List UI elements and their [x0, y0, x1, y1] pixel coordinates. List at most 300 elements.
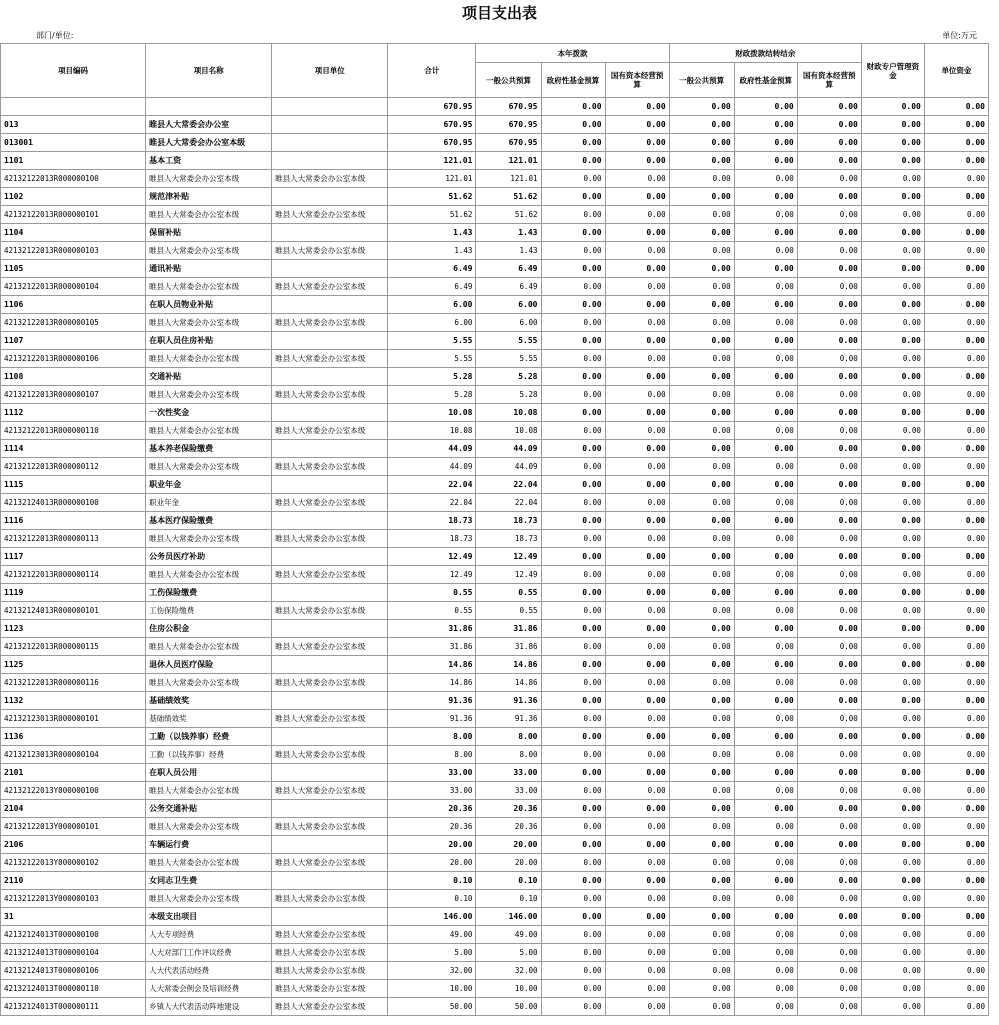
- cell-value: 5.00: [476, 944, 541, 962]
- cell-name: 睢县人大常委会办公室本级: [146, 818, 272, 836]
- cell-value: 0.00: [734, 494, 797, 512]
- cell-value: 0.00: [797, 440, 861, 458]
- cell-value: 0.00: [605, 854, 669, 872]
- cell-unit: 睢县人大常委会办公室本级: [272, 890, 388, 908]
- cell-value: 0.00: [734, 782, 797, 800]
- cell-value: 0.00: [861, 908, 924, 926]
- cell-value: 146.00: [388, 908, 476, 926]
- cell-name: 公务交通补贴: [146, 800, 272, 818]
- cell-value: 0.00: [605, 548, 669, 566]
- cell-value: 51.62: [388, 188, 476, 206]
- cell-value: 0.00: [924, 242, 988, 260]
- cell-value: 0.00: [541, 566, 605, 584]
- cell-value: 0.00: [924, 980, 988, 998]
- cell-value: 12.49: [476, 566, 541, 584]
- cell-value: 0.00: [669, 458, 734, 476]
- cell-name: 睢县人大常委会办公室本级: [146, 530, 272, 548]
- cell-value: 8.00: [388, 728, 476, 746]
- header-special: 财政专户管理资金: [861, 44, 924, 98]
- cell-value: 0.00: [669, 944, 734, 962]
- cell-value: 0.00: [541, 584, 605, 602]
- cell-value: 0.00: [669, 170, 734, 188]
- table-row: [1, 116, 989, 134]
- cell-value: 0.00: [924, 386, 988, 404]
- cell-value: 0.00: [541, 800, 605, 818]
- header-sub-carry-general: 一般公共预算: [669, 63, 734, 98]
- cell-value: 0.00: [605, 620, 669, 638]
- cell-name: 睢县人大常委会办公室本级: [146, 638, 272, 656]
- cell-value: 0.00: [861, 494, 924, 512]
- cell-value: 0.00: [734, 404, 797, 422]
- cell-value: 0.00: [797, 728, 861, 746]
- cell-value: 0.00: [861, 980, 924, 998]
- cell-value: 0.00: [669, 638, 734, 656]
- cell-value: 0.00: [605, 458, 669, 476]
- cell-unit: [272, 98, 388, 116]
- cell-name: 在职人员公用: [146, 764, 272, 782]
- table-row: [1, 908, 989, 926]
- cell-value: 0.00: [669, 260, 734, 278]
- cell-value: 91.36: [388, 710, 476, 728]
- cell-value: 0.00: [861, 458, 924, 476]
- cell-value: 91.36: [476, 692, 541, 710]
- cell-value: 0.00: [797, 890, 861, 908]
- cell-value: 1.43: [476, 242, 541, 260]
- cell-value: 0.00: [924, 350, 988, 368]
- cell-name: 住房公积金: [146, 620, 272, 638]
- header-sub-carry-fund: 政府性基金预算: [734, 63, 797, 98]
- cell-value: 0.00: [605, 188, 669, 206]
- cell-code: 42132122013Y000000100: [1, 782, 146, 800]
- dept-label: 部门/单位:: [36, 31, 74, 40]
- cell-value: 0.00: [605, 980, 669, 998]
- cell-value: 0.00: [541, 530, 605, 548]
- cell-value: 0.00: [734, 656, 797, 674]
- table-row: [1, 98, 989, 116]
- cell-value: 0.00: [541, 656, 605, 674]
- cell-unit: 睢县人大常委会办公室本级: [272, 278, 388, 296]
- cell-value: 0.00: [734, 278, 797, 296]
- cell-value: 0.00: [734, 836, 797, 854]
- cell-value: 0.00: [605, 386, 669, 404]
- cell-value: 0.00: [924, 944, 988, 962]
- cell-unit: [272, 188, 388, 206]
- cell-value: 0.00: [924, 224, 988, 242]
- cell-value: 0.00: [797, 746, 861, 764]
- cell-value: 20.00: [476, 836, 541, 854]
- cell-value: 0.00: [797, 710, 861, 728]
- cell-value: 8.00: [476, 746, 541, 764]
- cell-value: 10.00: [388, 980, 476, 998]
- cell-value: 0.00: [861, 584, 924, 602]
- cell-value: 0.00: [924, 188, 988, 206]
- cell-value: 0.00: [861, 872, 924, 890]
- cell-code: 42132124013T000000100: [1, 926, 146, 944]
- cell-value: 0.00: [861, 422, 924, 440]
- cell-value: 0.00: [797, 368, 861, 386]
- table-row: [1, 746, 989, 764]
- cell-value: 0.00: [861, 332, 924, 350]
- cell-value: 0.00: [669, 710, 734, 728]
- cell-unit: 睢县人大常委会办公室本级: [272, 386, 388, 404]
- cell-value: 0.00: [797, 314, 861, 332]
- cell-value: 0.00: [861, 836, 924, 854]
- table-row: [1, 188, 989, 206]
- cell-value: 0.00: [734, 746, 797, 764]
- cell-value: 0.00: [669, 908, 734, 926]
- cell-value: 0.00: [797, 638, 861, 656]
- table-row: [1, 836, 989, 854]
- cell-value: 0.00: [541, 620, 605, 638]
- cell-unit: [272, 656, 388, 674]
- cell-value: 0.00: [541, 962, 605, 980]
- cell-value: 0.00: [669, 332, 734, 350]
- cell-value: 0.00: [541, 818, 605, 836]
- cell-code: 42132122013R000000105: [1, 314, 146, 332]
- cell-value: 0.00: [669, 674, 734, 692]
- cell-value: 0.00: [924, 998, 988, 1016]
- cell-value: 0.00: [669, 404, 734, 422]
- cell-code: 1101: [1, 152, 146, 170]
- cell-code: 1106: [1, 296, 146, 314]
- cell-value: 0.00: [541, 98, 605, 116]
- cell-value: 0.10: [476, 872, 541, 890]
- cell-value: 51.62: [476, 206, 541, 224]
- cell-value: 0.00: [797, 818, 861, 836]
- cell-value: 0.00: [797, 764, 861, 782]
- table-row: [1, 548, 989, 566]
- cell-name: 乡镇人大代表活动阵地建设: [146, 998, 272, 1016]
- cell-value: 0.00: [605, 530, 669, 548]
- cell-value: 33.00: [388, 764, 476, 782]
- cell-unit: 睢县人大常委会办公室本级: [272, 638, 388, 656]
- cell-value: 10.08: [388, 422, 476, 440]
- cell-value: 0.00: [861, 170, 924, 188]
- table-row: [1, 656, 989, 674]
- cell-code: 2110: [1, 872, 146, 890]
- cell-value: 0.00: [734, 710, 797, 728]
- cell-value: 0.00: [605, 566, 669, 584]
- cell-value: 0.00: [734, 890, 797, 908]
- cell-value: 0.00: [541, 260, 605, 278]
- cell-value: 31.86: [476, 638, 541, 656]
- table-row: [1, 926, 989, 944]
- cell-value: 0.00: [861, 782, 924, 800]
- cell-value: 0.00: [924, 584, 988, 602]
- cell-value: 0.00: [797, 458, 861, 476]
- cell-value: 0.00: [541, 944, 605, 962]
- cell-value: 0.00: [797, 350, 861, 368]
- cell-value: 0.00: [797, 692, 861, 710]
- cell-value: 0.00: [734, 800, 797, 818]
- cell-name: 睢县人大常委会办公室本级: [146, 350, 272, 368]
- cell-value: 20.00: [388, 836, 476, 854]
- cell-name: 睢县人大常委会办公室本级: [146, 422, 272, 440]
- cell-value: 0.00: [924, 476, 988, 494]
- cell-name: 退休人员医疗保险: [146, 656, 272, 674]
- cell-value: 0.00: [541, 296, 605, 314]
- cell-value: 0.00: [797, 386, 861, 404]
- cell-value: 0.00: [861, 548, 924, 566]
- cell-code: 1114: [1, 440, 146, 458]
- cell-value: 0.00: [734, 170, 797, 188]
- cell-value: 44.09: [476, 440, 541, 458]
- cell-unit: 睢县人大常委会办公室本级: [272, 782, 388, 800]
- cell-value: 0.00: [541, 458, 605, 476]
- cell-unit: 睢县人大常委会办公室本级: [272, 242, 388, 260]
- cell-code: 42132122013R000000100: [1, 170, 146, 188]
- cell-value: 0.00: [605, 782, 669, 800]
- cell-value: 0.00: [861, 692, 924, 710]
- cell-value: 0.00: [734, 224, 797, 242]
- cell-value: 6.00: [388, 296, 476, 314]
- cell-value: 0.00: [605, 332, 669, 350]
- table-row: [1, 998, 989, 1016]
- header-sub-carry-capital: 国有资本经营预算: [797, 63, 861, 98]
- cell-value: 0.00: [541, 638, 605, 656]
- cell-value: 20.36: [476, 818, 541, 836]
- cell-value: 0.00: [669, 656, 734, 674]
- cell-value: 0.00: [797, 836, 861, 854]
- cell-code: [1, 98, 146, 116]
- cell-value: 18.73: [388, 512, 476, 530]
- cell-unit: 睢县人大常委会办公室本级: [272, 818, 388, 836]
- cell-value: 14.86: [476, 674, 541, 692]
- cell-unit: [272, 548, 388, 566]
- cell-code: 013: [1, 116, 146, 134]
- header-unit: 项目单位: [272, 44, 388, 98]
- cell-unit: [272, 620, 388, 638]
- cell-unit: 睢县人大常委会办公室本级: [272, 458, 388, 476]
- cell-value: 49.00: [388, 926, 476, 944]
- cell-name: 睢县人大常委会办公室本级: [146, 314, 272, 332]
- cell-value: 0.00: [797, 872, 861, 890]
- cell-value: 0.00: [797, 224, 861, 242]
- cell-value: 0.00: [924, 260, 988, 278]
- cell-value: 6.49: [476, 260, 541, 278]
- cell-unit: 睢县人大常委会办公室本级: [272, 926, 388, 944]
- cell-name: 公务员医疗补助: [146, 548, 272, 566]
- cell-value: 0.00: [541, 548, 605, 566]
- cell-value: 5.28: [476, 368, 541, 386]
- cell-value: 0.00: [669, 440, 734, 458]
- cell-value: 20.00: [388, 854, 476, 872]
- cell-unit: 睢县人大常委会办公室本级: [272, 998, 388, 1016]
- cell-value: 0.00: [861, 710, 924, 728]
- cell-value: 0.00: [924, 836, 988, 854]
- cell-value: 0.00: [669, 296, 734, 314]
- cell-value: 0.00: [669, 548, 734, 566]
- cell-value: 0.00: [924, 278, 988, 296]
- table-row: [1, 368, 989, 386]
- cell-value: 0.00: [734, 314, 797, 332]
- cell-value: 0.00: [924, 566, 988, 584]
- cell-value: 0.00: [924, 656, 988, 674]
- cell-value: 33.00: [476, 782, 541, 800]
- cell-name: 在职人员物业补贴: [146, 296, 272, 314]
- table-row: [1, 602, 989, 620]
- header-carry: 财政拨款结转结余: [669, 44, 861, 63]
- cell-value: 0.00: [734, 872, 797, 890]
- cell-value: 14.86: [388, 674, 476, 692]
- cell-name: 人大专项经费: [146, 926, 272, 944]
- table-row: [1, 530, 989, 548]
- cell-code: 42132124013T000000110: [1, 980, 146, 998]
- table-row: [1, 494, 989, 512]
- table-row: [1, 422, 989, 440]
- cell-value: 0.10: [388, 872, 476, 890]
- cell-name: 睢县人大常委会办公室: [146, 116, 272, 134]
- table-row: [1, 584, 989, 602]
- cell-value: 0.00: [734, 998, 797, 1016]
- cell-code: 42132124013R000000101: [1, 602, 146, 620]
- cell-value: 0.00: [605, 494, 669, 512]
- header-this-year: 本年拨款: [476, 44, 669, 63]
- cell-value: 0.00: [734, 422, 797, 440]
- cell-value: 5.55: [476, 350, 541, 368]
- cell-value: 0.00: [924, 530, 988, 548]
- cell-value: 0.00: [924, 800, 988, 818]
- cell-value: 0.00: [861, 278, 924, 296]
- cell-unit: [272, 692, 388, 710]
- cell-unit: 睢县人大常委会办公室本级: [272, 962, 388, 980]
- table-body: [1, 98, 989, 1016]
- cell-value: 121.01: [388, 152, 476, 170]
- cell-value: 0.00: [797, 404, 861, 422]
- table-row: [1, 386, 989, 404]
- cell-name: 睢县人大常委会办公室本级: [146, 566, 272, 584]
- cell-value: 0.00: [541, 188, 605, 206]
- header-code: 项目编码: [1, 44, 146, 98]
- cell-value: 20.00: [476, 854, 541, 872]
- cell-value: 22.04: [476, 476, 541, 494]
- cell-code: 42132122013R000000106: [1, 350, 146, 368]
- cell-value: 0.00: [541, 836, 605, 854]
- cell-value: 5.55: [476, 332, 541, 350]
- table-row: [1, 170, 989, 188]
- cell-value: 0.00: [797, 188, 861, 206]
- cell-value: 0.00: [734, 548, 797, 566]
- cell-value: 0.00: [605, 278, 669, 296]
- table-row: [1, 710, 989, 728]
- cell-value: 0.00: [541, 404, 605, 422]
- cell-value: 0.00: [797, 242, 861, 260]
- cell-value: 33.00: [476, 764, 541, 782]
- cell-value: 0.00: [541, 332, 605, 350]
- cell-value: 0.00: [861, 944, 924, 962]
- cell-value: 0.00: [605, 710, 669, 728]
- cell-value: 0.00: [541, 368, 605, 386]
- cell-unit: 睢县人大常委会办公室本级: [272, 206, 388, 224]
- cell-value: 0.00: [669, 134, 734, 152]
- cell-value: 0.00: [861, 116, 924, 134]
- cell-value: 32.00: [476, 962, 541, 980]
- cell-value: 0.00: [669, 224, 734, 242]
- cell-value: 0.00: [669, 530, 734, 548]
- cell-value: 0.00: [734, 440, 797, 458]
- cell-unit: 睢县人大常委会办公室本级: [272, 494, 388, 512]
- cell-value: 0.00: [669, 926, 734, 944]
- cell-value: 0.00: [541, 152, 605, 170]
- cell-value: 0.00: [605, 998, 669, 1016]
- cell-value: 6.00: [476, 296, 541, 314]
- cell-value: 0.00: [924, 818, 988, 836]
- cell-name: 车辆运行费: [146, 836, 272, 854]
- cell-value: 121.01: [476, 152, 541, 170]
- cell-value: 0.00: [734, 638, 797, 656]
- cell-name: 一次性奖金: [146, 404, 272, 422]
- cell-value: 0.00: [861, 260, 924, 278]
- cell-value: 0.00: [924, 782, 988, 800]
- cell-value: 0.00: [734, 854, 797, 872]
- cell-value: 0.10: [388, 890, 476, 908]
- cell-value: 0.00: [734, 368, 797, 386]
- cell-code: 42132124013R000000100: [1, 494, 146, 512]
- cell-value: 0.00: [541, 602, 605, 620]
- cell-value: 0.00: [605, 152, 669, 170]
- cell-value: 0.00: [924, 494, 988, 512]
- cell-value: 5.00: [388, 944, 476, 962]
- cell-value: 0.00: [924, 116, 988, 134]
- header-total: 合计: [388, 44, 476, 98]
- cell-value: 0.00: [734, 386, 797, 404]
- cell-value: 0.00: [734, 566, 797, 584]
- cell-value: 0.00: [861, 656, 924, 674]
- cell-value: 0.00: [669, 980, 734, 998]
- cell-value: 0.00: [734, 980, 797, 998]
- cell-value: 0.00: [797, 998, 861, 1016]
- cell-value: 0.00: [541, 116, 605, 134]
- cell-value: 0.00: [797, 602, 861, 620]
- cell-value: 0.00: [861, 98, 924, 116]
- cell-value: 91.36: [476, 710, 541, 728]
- cell-value: 670.95: [388, 116, 476, 134]
- cell-value: 0.00: [924, 152, 988, 170]
- cell-value: 0.00: [924, 368, 988, 386]
- cell-value: 0.00: [734, 476, 797, 494]
- cell-value: 0.00: [734, 260, 797, 278]
- cell-value: 0.00: [924, 620, 988, 638]
- cell-value: 50.00: [388, 998, 476, 1016]
- cell-value: 0.00: [734, 350, 797, 368]
- cell-value: 670.95: [388, 98, 476, 116]
- cell-code: 42132122013R000000115: [1, 638, 146, 656]
- cell-value: 0.00: [669, 98, 734, 116]
- cell-code: 42132122013R000000101: [1, 206, 146, 224]
- table-row: [1, 476, 989, 494]
- cell-value: 0.00: [605, 422, 669, 440]
- table-row: [1, 620, 989, 638]
- cell-value: 1.43: [476, 224, 541, 242]
- cell-value: 0.00: [797, 674, 861, 692]
- cell-value: 0.00: [605, 926, 669, 944]
- cell-value: 0.00: [797, 494, 861, 512]
- cell-value: 0.00: [797, 800, 861, 818]
- cell-value: 0.00: [924, 422, 988, 440]
- cell-value: 0.00: [541, 440, 605, 458]
- cell-value: 0.00: [734, 530, 797, 548]
- cell-value: 0.00: [669, 566, 734, 584]
- cell-value: 0.00: [861, 386, 924, 404]
- cell-value: 0.00: [605, 350, 669, 368]
- cell-value: 0.00: [861, 314, 924, 332]
- cell-value: 0.00: [797, 854, 861, 872]
- cell-value: 0.00: [924, 890, 988, 908]
- cell-value: 0.00: [669, 386, 734, 404]
- cell-value: 0.00: [605, 242, 669, 260]
- cell-code: 42132122013R000000103: [1, 242, 146, 260]
- cell-value: 121.01: [388, 170, 476, 188]
